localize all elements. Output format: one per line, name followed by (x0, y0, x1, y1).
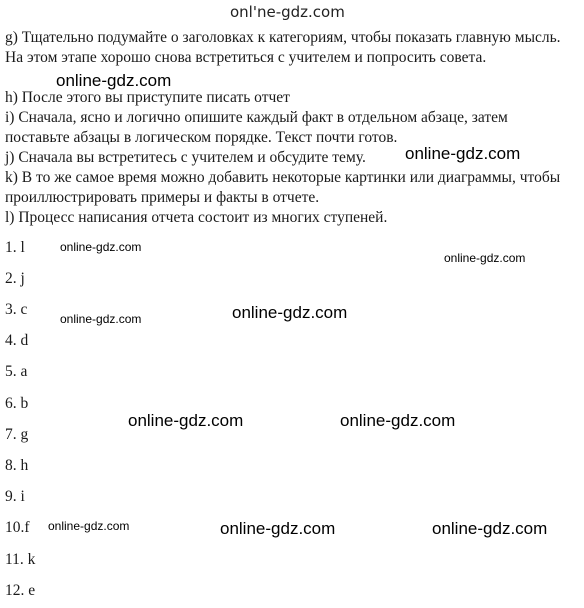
paragraph-l: l) Процесс написания отчета состоит из многих ступеней. (5, 209, 388, 226)
answer-4: 4. d (5, 332, 29, 349)
answer-1: 1. l (5, 239, 25, 256)
watermark: online-gdz.com (128, 411, 244, 430)
answer-10: 10.f (5, 519, 30, 536)
watermark: online-gdz.com (60, 312, 142, 326)
paragraph-k: k) В то же самое время можно добавить некоторые картинки или диаграммы, чтобы проиллюстрировать примеры и факты в отчете. (5, 169, 561, 206)
answer-7: 7. g (5, 426, 29, 443)
paragraph-h: h) После этого вы приступите писать отчет (5, 89, 290, 106)
paragraph-g: g) Тщательно подумайте о заголовках к категориям, чтобы показать главную мысль. На этом этапе хорошо снова встретиться с учителем и попросить совета. (5, 29, 561, 66)
watermark: online-gdz.com (60, 240, 142, 254)
watermark: online-gdz.com (56, 71, 172, 90)
answer-11: 11. k (5, 551, 36, 568)
paragraph-j: j) Сначала вы встретитесь с учителем и обсудите тему. (5, 149, 366, 166)
watermark: online-gdz.com (432, 519, 548, 538)
watermark: online-gdz.com (444, 251, 526, 265)
watermark: online-gdz.com (232, 303, 348, 322)
watermark: online-gdz.com (405, 144, 521, 163)
answer-8: 8. h (5, 457, 29, 474)
header-watermark: onl'ne-gdz.com (230, 3, 345, 21)
answer-12: 12. e (5, 582, 36, 599)
paragraph-i: i) Сначала, ясно и логично опишите каждый факт в отдельном абзаце, затем поставьте абзацы в логическом порядке. Текст почти готов. (5, 109, 508, 146)
answer-2: 2. j (5, 270, 25, 287)
watermark: online-gdz.com (220, 519, 336, 538)
watermark: online-gdz.com (48, 519, 130, 533)
answer-6: 6. b (5, 395, 29, 412)
answer-3: 3. c (5, 301, 28, 318)
watermark: online-gdz.com (340, 411, 456, 430)
answer-5: 5. a (5, 363, 28, 380)
answer-9: 9. i (5, 488, 25, 505)
